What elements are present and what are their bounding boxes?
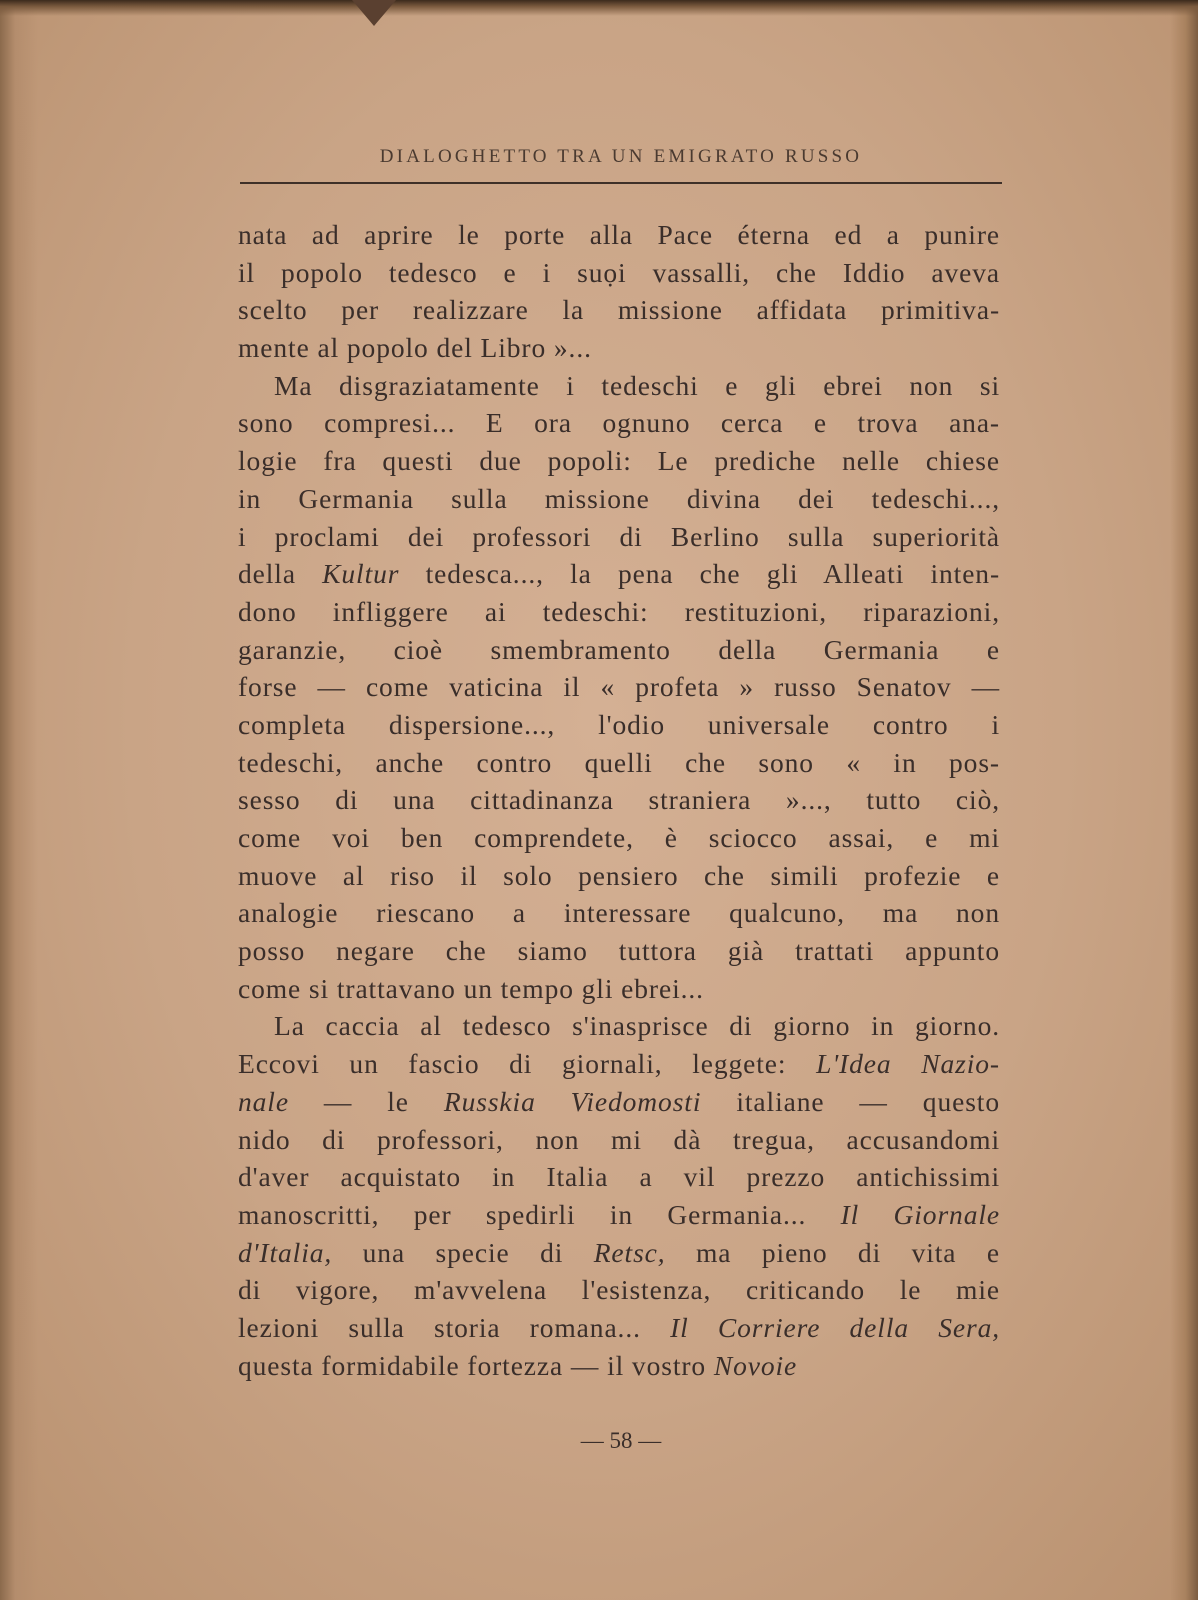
text-run: scelto per realizzare la missione affidata primitiva-	[238, 294, 1000, 326]
text-run: manoscritti, per spedirli in Germania...	[238, 1198, 841, 1230]
italic-text: Novoie	[713, 1349, 798, 1381]
text-run: lezioni sulla storia romana...	[238, 1311, 671, 1343]
text-line	[238, 329, 1000, 367]
page-left-edge-shadow	[0, 0, 38, 1600]
text-line	[238, 1007, 1000, 1045]
torn-notch	[352, 0, 396, 26]
text-run: tedesca..., la pena che gli Alleati inten-	[399, 558, 1001, 590]
text-run: dono infliggere ai tedeschi: restituzioni, riparazioni,	[238, 595, 1000, 627]
text-run: della	[238, 558, 323, 590]
text-run: i proclami dei professori di Berlino sulla superiorità	[238, 520, 1000, 552]
text-line	[238, 1158, 1000, 1196]
text-line	[238, 819, 1000, 857]
text-run: in Germania sulla missione divina dei tedeschi...,	[238, 482, 1000, 514]
text-line	[238, 932, 1000, 970]
text-run: — le	[288, 1085, 444, 1117]
text-line	[238, 857, 1000, 895]
text-line	[238, 1083, 1000, 1121]
page-top-edge-shadow	[0, 0, 1198, 16]
body-text	[238, 216, 1000, 1384]
text-line	[238, 367, 1000, 405]
text-run: nido di professori, non mi dà tregua, accusandomi	[238, 1123, 1000, 1155]
text-run: Eccovi un fascio di giornali, leggete:	[238, 1048, 817, 1080]
italic-text: Russkia Viedomosti	[443, 1085, 702, 1117]
text-line	[238, 744, 1000, 782]
text-line	[238, 1121, 1000, 1159]
text-run: analogie riescano a interessare qualcuno, ma non	[238, 897, 1000, 929]
text-line	[238, 216, 1000, 254]
text-line	[238, 1271, 1000, 1309]
italic-text: nale	[238, 1085, 289, 1117]
text-line	[238, 1234, 1000, 1272]
text-line	[238, 404, 1000, 442]
text-run: come si trattavano un tempo gli ebrei...	[238, 972, 704, 1004]
text-run: ma pieno di vita e	[665, 1236, 1000, 1268]
italic-text: d'Italia,	[238, 1236, 333, 1268]
text-line	[238, 555, 1000, 593]
italic-text: Kultur	[322, 558, 400, 590]
text-line	[238, 291, 1000, 329]
text-run: tedeschi, anche contro quelli che sono « in pos-	[238, 746, 1000, 778]
text-run: garanzie, cioè smembramento della Germania e	[238, 633, 1000, 665]
text-run: mente al popolo del Libro »...	[238, 332, 592, 364]
text-line	[238, 631, 1000, 669]
text-line	[238, 668, 1000, 706]
text-line	[238, 1347, 1000, 1385]
text-run: d'aver acquistato in Italia a vil prezzo antichissimi	[238, 1161, 1000, 1193]
text-line	[238, 254, 1000, 292]
page-number: — 58 —	[580, 1428, 662, 1453]
text-run: muove al riso il solo pensiero che simili profezie e	[238, 859, 1000, 891]
text-line	[238, 1196, 1000, 1234]
text-run: come voi ben comprendete, è sciocco assai, e mi	[238, 822, 1000, 853]
text-line	[238, 706, 1000, 744]
text-run: sesso di una cittadinanza straniera »..., tutto ciò,	[238, 784, 1000, 816]
text-run: una specie di	[332, 1236, 594, 1268]
text-line	[238, 781, 1000, 819]
text-run: posso negare che siamo tuttora già trattati appunto	[238, 935, 1000, 967]
text-run: completa dispersione..., l'odio universale contro i	[238, 708, 1000, 740]
text-run: il popolo tedesco e i suọi vassalli, che Iddio aveva	[238, 256, 1000, 288]
text-line	[238, 518, 1000, 556]
text-run: Ma disgraziatamente i tedeschi e gli ebrei non si	[274, 369, 1000, 401]
text-line	[238, 894, 1000, 932]
text-run: questa formidabile fortezza — il vostro	[238, 1349, 714, 1381]
text-run: forse — come vaticina il « profeta » russo Senatov —	[238, 671, 1000, 703]
text-line	[238, 1045, 1000, 1083]
text-line	[238, 1309, 1000, 1347]
text-line	[238, 970, 1000, 1008]
text-line	[238, 480, 1000, 518]
text-line	[238, 442, 1000, 480]
text-run: nata ad aprire le porte alla Pace éterna ed a punire	[238, 219, 1000, 250]
text-line	[238, 593, 1000, 631]
text-run: sono compresi... E ora ognuno cerca e trova ana-	[238, 407, 1000, 439]
italic-text: L'Idea Nazio-	[816, 1048, 1000, 1080]
header-rule	[240, 182, 1002, 184]
text-run: logie fra questi due popoli: Le prediche nelle chiese	[238, 445, 1000, 477]
text-run: italiane — questo	[701, 1085, 1000, 1117]
text-run: di vigore, m'avvelena l'esistenza, criticando le mie	[238, 1274, 1000, 1306]
italic-text: Il Giornale	[840, 1198, 1001, 1230]
running-head: DIALOGHETTO TRA UN EMIGRATO RUSSO	[379, 146, 863, 167]
italic-text: Retsc,	[593, 1236, 666, 1268]
text-run: La caccia al tedesco s'inasprisce di giorno in giorno.	[274, 1010, 1000, 1042]
page-right-edge-shadow	[1170, 0, 1198, 1600]
italic-text: Il Corriere della Sera,	[670, 1311, 1000, 1343]
